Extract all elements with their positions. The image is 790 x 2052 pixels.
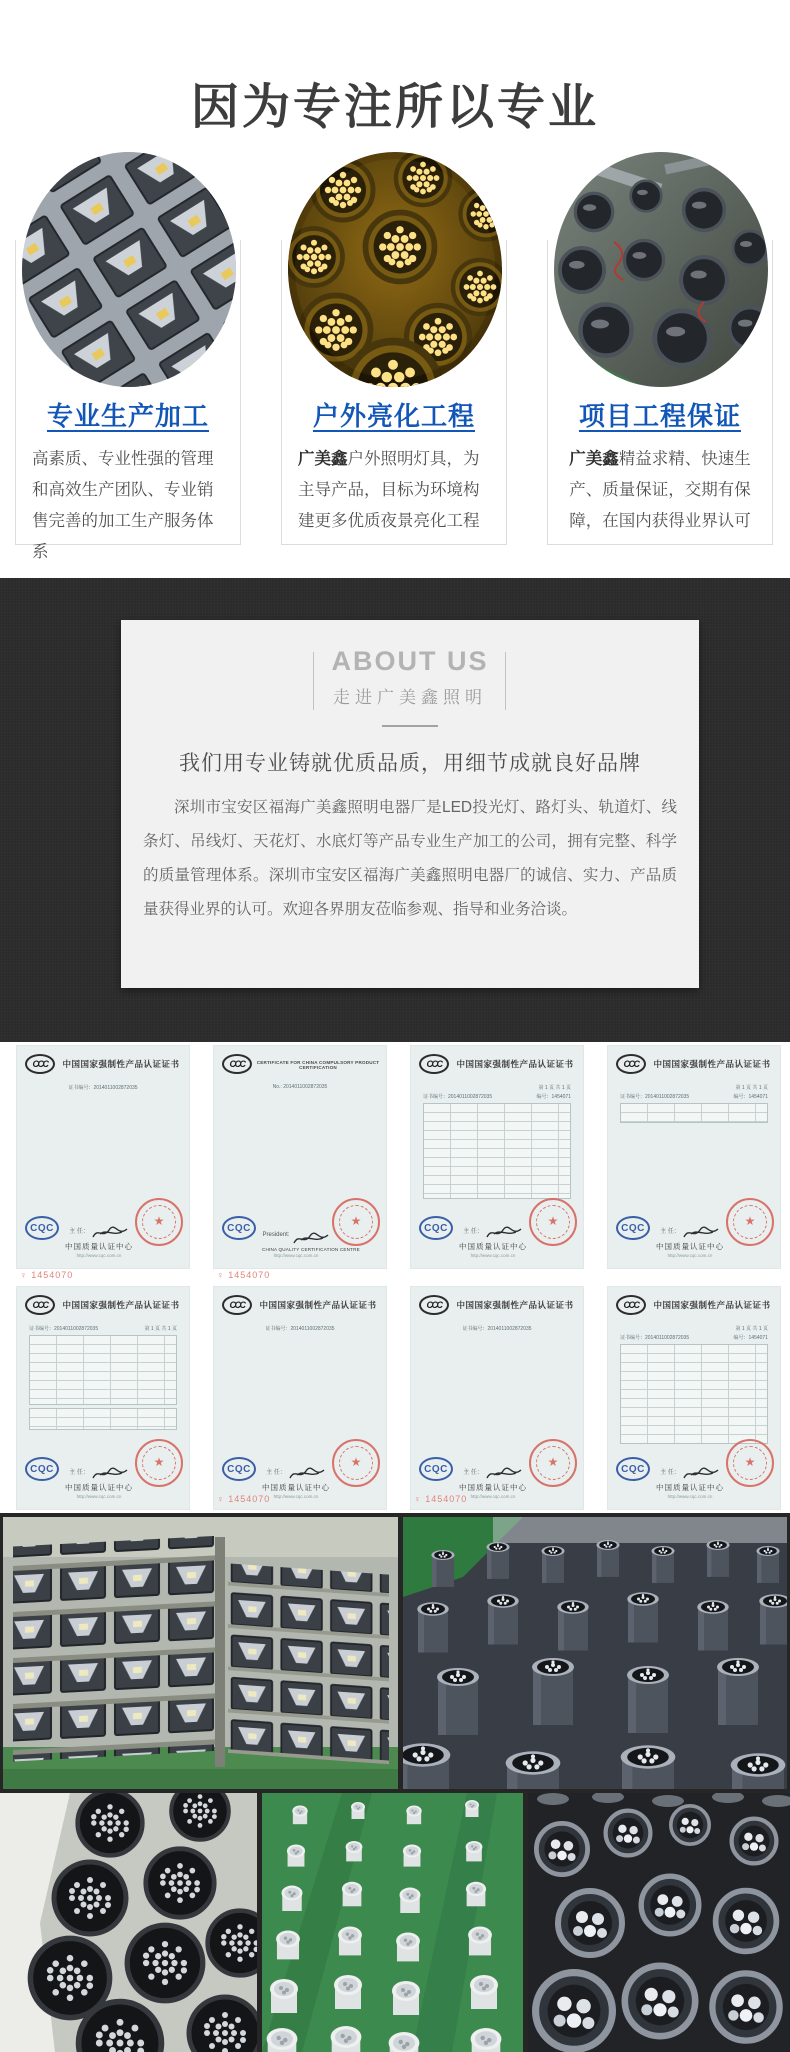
spec-table [423,1103,571,1199]
ccc-logo-icon: CCC [616,1054,646,1074]
spec-table [620,1103,768,1123]
signature-icon [91,1467,129,1481]
about-left-rule [313,652,314,710]
ccc-certificate-english: CCC CERTIFICATE FOR CHINA COMPULSORY PRODUCT CERTIFICATION No.: 2014011002872035 CQC President: CHINA QUALITY CERTIFICATION CENTRE http://www.cqc.com.cn ★ [214,1046,386,1268]
warm-led-fixtures-photo [288,152,502,387]
red-seal-stamp [332,1198,380,1246]
factory-parts-photo [554,152,768,387]
signature-icon [485,1467,523,1481]
about-section [0,578,790,1042]
red-seal-stamp [135,1439,183,1487]
about-right-rule [505,652,506,710]
ccc-certificate-table: CCC 中国国家强制性产品认证证书 第 1 页 共 1 页 证书编号：2014011002872035 编号：1454071 CQC 主 任： 中国质量认证中心 http://www.cqc.com.cn ★ [411,1046,583,1268]
red-seal-stamp [726,1198,774,1246]
ccc-certificate: CCC 中国国家强制性产品认证证书 证书编号：2014011002872035 CQC 主 任： 中国质量认证中心 http://www.cqc.com.cn ★ [17,1046,189,1268]
floodlight-rack-warehouse-photo [3,1517,398,1789]
ccc-certificate: CCC 中国国家强制性产品认证证书 证书编号：2014011002872035 CQC 主 任： 中国质量认证中心 http://www.cqc.com.cn ★ [214,1287,386,1509]
hero-body-lighting: 广美鑫户外照明灯具，为主导产品，目标为环境构建更多优质夜景亮化工程 [298,450,480,530]
cqc-logo-icon: CQC [419,1216,453,1240]
ccc-logo-icon: CCC [419,1295,449,1315]
ccc-logo-icon: CCC [222,1054,252,1074]
page-title: 因为专注所以专业 [190,81,599,135]
hero-heading-guarantee: 项目工程保证 [578,401,741,431]
ccc-logo-icon: CCC [616,1295,646,1315]
red-seal-stamp [332,1439,380,1487]
about-divider [382,725,438,727]
signature-icon [292,1232,330,1246]
floodlight-array-photo [22,152,236,387]
black-round-led-lamps-photo [0,1793,257,2052]
ccc-certificate-table: CCC 中国国家强制性产品认证证书 第 1 页 共 1 页 证书编号：2014011002872035 编号：1454071 CQC 主 任： 中国质量认证中心 http://www.cqc.com.cn ★ [608,1287,780,1509]
cqc-logo-icon: CQC [419,1457,453,1481]
hero-heading-lighting: 户外亮化工程 [312,401,475,431]
red-seal-stamp [529,1439,577,1487]
cqc-logo-icon: CQC [222,1216,256,1240]
ccc-certificate-two-tables: CCC 中国国家强制性产品认证证书 证书编号：2014011002872035 第 1 页 共 1 页 CQC 主 任： 中国质量认证中心 http://www.cqc.com.cn ★ [17,1287,189,1509]
cqc-logo-icon: CQC [616,1216,650,1240]
watermark-serial: ♀ 1454070 [414,1494,468,1504]
ccc-certificate-small-table: CCC 中国国家强制性产品认证证书 第 1 页 共 1 页 证书编号：2014011002872035 编号：1454071 CQC 主 任： 中国质量认证中心 http://www.cqc.com.cn ★ [608,1046,780,1268]
about-headline: 我们用专业铸就优质品质，用细节成就良好品牌 [179,752,641,775]
about-card [121,620,699,988]
about-subtitle: 走进广美鑫照明 [333,688,487,707]
hero-body-guarantee: 广美鑫精益求精、快速生产、质量保证，交期有保障，在国内获得业界认可 [569,450,751,530]
watermark-serial: ♀ 1454070 [20,1270,74,1280]
cqc-logo-icon: CQC [222,1457,256,1481]
signature-icon [485,1226,523,1240]
spec-table-2 [29,1408,177,1430]
watermark-serial: ♀ 1454070 [217,1494,271,1504]
red-seal-stamp [529,1198,577,1246]
watermark-serial: ♀ 1454070 [217,1270,271,1280]
cqc-logo-icon: CQC [25,1216,59,1240]
ccc-logo-icon: CCC [222,1295,252,1315]
signature-icon [682,1467,720,1481]
ccc-logo-icon: CCC [419,1054,449,1074]
ccc-logo-icon: CCC [25,1054,55,1074]
spec-table [620,1344,768,1444]
white-wallwasher-rows-photo [262,1793,523,2052]
spec-table [29,1335,177,1405]
signature-icon [288,1467,326,1481]
hero-heading-production: 专业生产加工 [46,401,209,431]
signature-icon [91,1226,129,1240]
ccc-logo-icon: CCC [25,1295,55,1315]
hero-body-production: 高素质、专业性强的管理和高效生产团队、专业销售完善的加工生产服务体系 [32,450,214,561]
signature-icon [682,1226,720,1240]
ccc-certificate: CCC 中国国家强制性产品认证证书 证书编号：2014011002872035 CQC 主 任： 中国质量认证中心 http://www.cqc.com.cn ★ [411,1287,583,1509]
led-cylinder-housings-photo [403,1517,787,1789]
about-paragraph: 深圳市宝安区福海广美鑫照明电器厂是LED投光灯、路灯头、轨道灯、线条灯、吊线灯、天花灯、水底灯等产品专业生产加工的公司，拥有完整、科学的质量管理体系。深圳市宝安区福海广美鑫照明电器厂的诚信、实力、产品质量获得业界的认可。欢迎各界朋友莅临参观、指导和业务洽谈。 [143,799,677,918]
factory-photo-grid [0,1513,790,2052]
cqc-logo-icon: CQC [25,1457,59,1481]
red-seal-stamp [726,1439,774,1487]
metal-downlight-housings-photo [528,1793,790,2052]
cqc-logo-icon: CQC [616,1457,650,1481]
about-title: ABOUT US [331,646,489,676]
red-seal-stamp [135,1198,183,1246]
